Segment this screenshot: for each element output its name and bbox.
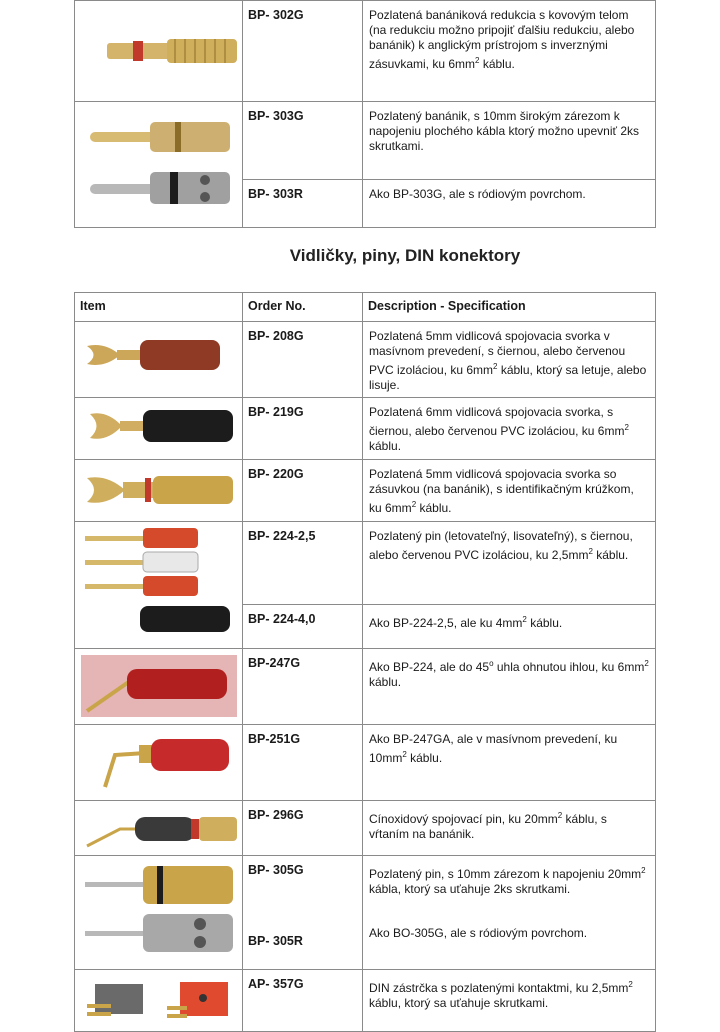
table-row (75, 649, 656, 725)
spade-terminal-image (75, 322, 243, 396)
order-number: BP- 303G (248, 109, 304, 123)
product-image-cell (75, 856, 243, 970)
order-number: BP- 303R (243, 179, 362, 224)
order-number: BP- 305G (248, 863, 304, 877)
table-header-row (75, 293, 656, 322)
table-row (75, 725, 656, 801)
table-row (75, 856, 656, 970)
description: Pozlatená 6mm vidlicová spojovacia svorka, s čiernou, alebo červenou PVC izoláciou, ku $6mm^2$ káblu. (363, 398, 656, 460)
product-image-cell (75, 801, 243, 856)
order-number: BP- 305R (248, 934, 303, 948)
banana-plug-pair-image (75, 102, 243, 226)
product-image-cell (75, 322, 243, 398)
order-number: BP- 224-2,5 (248, 529, 316, 543)
table-row (75, 102, 656, 228)
description-cell (363, 856, 656, 970)
column-header-item: Item (75, 293, 243, 322)
description: Pozlatená banániková redukcia s kovovým telom (na redukciu možno pripojiť ďalšiu redukciu, alebo banánik) k anglickým prístrojom s inverznými zásuvkami, ku $6mm^2$ káblu. (363, 1, 656, 102)
table-row (75, 460, 656, 522)
order-number: BP- 220G (243, 460, 363, 522)
order-cell (243, 856, 363, 970)
section-title: Vidličky, piny, DIN konektory (289, 246, 521, 265)
description: Ako BP-303G, ale s ródiovým povrchom. (363, 179, 655, 224)
description: Ako BP-224-2,5, ale ku $4mm^2$ káblu. (363, 604, 655, 648)
order-number: BP- 302G (243, 1, 363, 102)
table-row (75, 522, 656, 649)
product-image-cell (75, 398, 243, 460)
product-image-cell (75, 102, 243, 228)
connector-table (74, 292, 656, 1032)
order-number: AP- 357G (243, 970, 363, 1032)
angled-pin-image (75, 649, 243, 723)
product-image-cell (75, 649, 243, 725)
banana-adapter-image (75, 1, 243, 101)
table-row (75, 398, 656, 460)
order-number: BP- 208G (243, 322, 363, 398)
pin-terminal-image (75, 522, 243, 638)
product-image-cell (75, 725, 243, 801)
column-header-order: Order No. (243, 293, 363, 322)
description-cell (363, 522, 656, 649)
table-row (75, 322, 656, 398)
tin-pin-image (75, 801, 243, 855)
order-number: BP-251G (243, 725, 363, 801)
description: Pozlatená 5mm vidlicová spojovacia svorka v masívnom prevedení, s čiernou, alebo červenou PVC izoláciou, ku $6mm^2$ káblu, ktorý sa letuje, alebo lisuje. (363, 322, 656, 398)
order-number: BP- 224-4,0 (243, 604, 362, 648)
column-header-description: Description - Specification (363, 293, 656, 322)
top-product-table (74, 0, 656, 228)
table-row (75, 801, 656, 856)
description: Pozlatený banánik, s 10mm širokým zárezom k napojeniu plochého kábla ktorý možno upevniť 2ks skrutkami. (369, 109, 640, 153)
order-number: BP- 296G (243, 801, 363, 856)
product-image-cell (75, 460, 243, 522)
description: Pozlatený pin (letovateľný, lisovateľný), s čiernou, alebo červenou PVC izoláciou, ku $2,5mm^2$ káblu. (369, 529, 633, 562)
description: Cínoxidový spojovací pin, ku $20mm^2$ káblu, s vŕtaním na banánik. (363, 801, 656, 856)
order-number: BP-247G (243, 649, 363, 725)
table-row (75, 970, 656, 1032)
order-number: BP- 219G (243, 398, 363, 460)
order-cell (243, 522, 363, 649)
product-image-cell (75, 1, 243, 102)
spade-terminal-image (75, 460, 243, 520)
product-image-cell (75, 970, 243, 1032)
product-image-cell (75, 522, 243, 649)
screw-pin-image (75, 856, 243, 960)
description: Ako BP-247GA, ale v masívnom prevedení, ku $10mm^2$ káblu. (363, 725, 656, 801)
description: Pozlatený pin, s 10mm zárezom k napojeniu $20mm^2$ kábla, ktorý sa uťahuje 2ks skrutkami. (369, 866, 646, 896)
order-cell (243, 102, 363, 228)
angled-pin-image (75, 725, 243, 799)
table-row (75, 1, 656, 102)
description: DIN zástrčka s pozlatenými kontaktmi, ku $2,5mm^2$ káblu, ktorý sa uťahuje skrutkami. (363, 970, 656, 1032)
din-plug-image (75, 970, 243, 1030)
description: Pozlatená 5mm vidlicová spojovacia svorka so zásuvkou (na banánik), s identifikačným krúžkom, ku $6mm^2$ káblu. (363, 460, 656, 522)
description: Ako BP-224, ale do 45$^o$ uhla ohnutou ihlou, ku $6mm^2$ káblu. (363, 649, 656, 725)
description: Ako BO-305G, ale s ródiovým povrchom. (369, 926, 588, 940)
description-cell (363, 102, 656, 228)
spade-terminal-image (75, 398, 243, 458)
